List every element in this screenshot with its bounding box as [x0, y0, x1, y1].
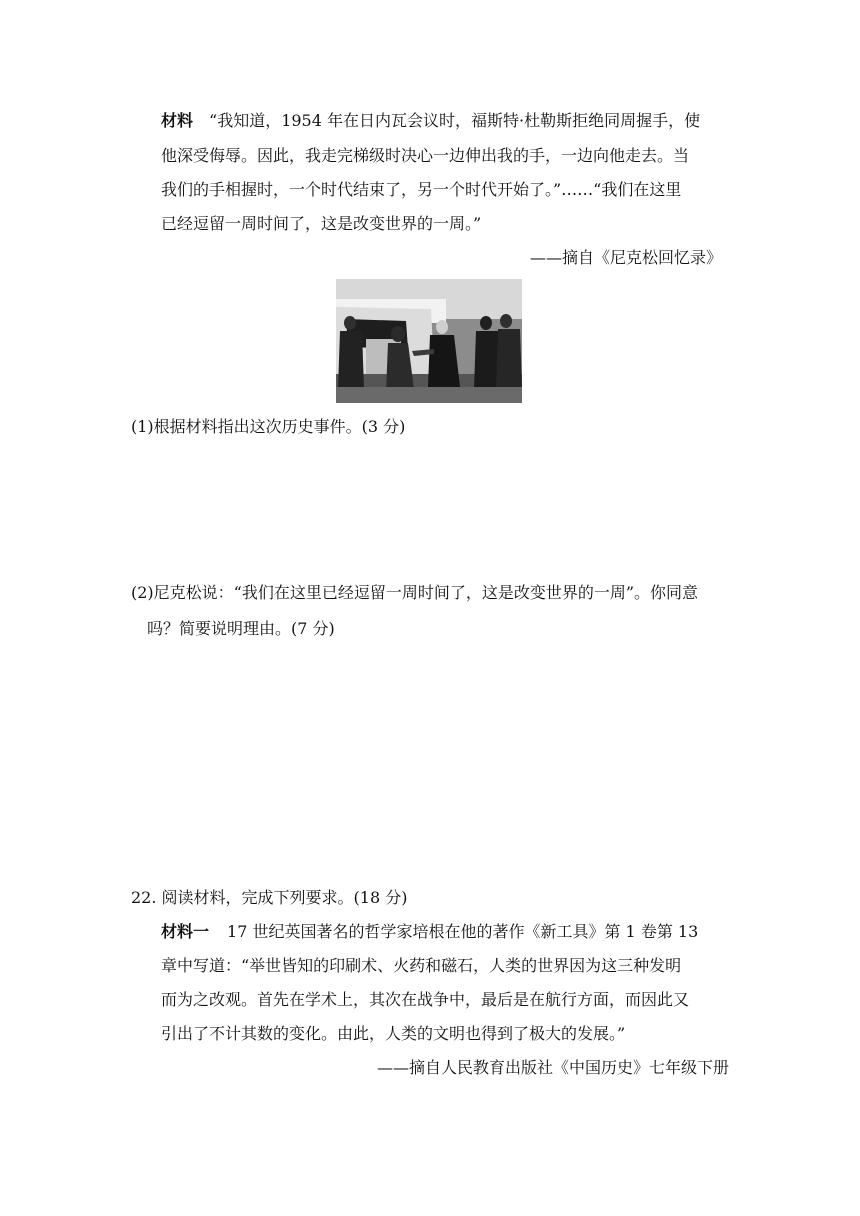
material-quote-line-4: 已经逗留一周时间了，这是改变世界的一周。” — [161, 214, 482, 233]
q22-source: ——摘自人民教育出版社《中国历史》七年级下册 — [376, 1058, 729, 1077]
q22-material-text-1: 17 世纪英国著名的哲学家培根在他的著作《新工具》第 1 卷第 13 — [227, 922, 699, 941]
question-2-line-1: (2)尼克松说：“我们在这里已经逗留一周时间了，这是改变世界的一周”。你同意 — [131, 583, 699, 602]
q22-material-line-1 — [161, 922, 698, 942]
q22-material-label: 材料一 — [161, 922, 210, 941]
material-quote-line-1 — [161, 111, 700, 131]
handshake-photo-icon — [336, 279, 522, 403]
question-1: (1)根据材料指出这次历史事件。(3 分) — [131, 417, 406, 436]
material-quote-line-2: 他深受侮辱。因此，我走完梯级时决心一边伸出我的手，一边向他走去。当 — [161, 146, 690, 165]
question-2-line-2: 吗？简要说明理由。(7 分) — [147, 619, 335, 638]
q22-material-line-4: 引出了不计其数的变化。由此，人类的文明也得到了极大的发展。” — [161, 1024, 626, 1043]
material-quote-line-3: 我们的手相握时，一个时代结束了，另一个时代开始了。”……“我们在这里 — [161, 180, 682, 199]
material-quote-text-1: “我知道，1954 年在日内瓦会议时，福斯特·杜勒斯拒绝同周握手，使 — [209, 111, 701, 130]
material-label: 材料 — [161, 111, 194, 130]
material-source: ——摘自《尼克松回忆录》 — [529, 248, 722, 267]
q22-material-line-3: 而为之改观。首先在学术上，其次在战争中，最后是在航行方面，而因此又 — [161, 990, 690, 1009]
q22-material-line-2: 章中写道：“举世皆知的印刷术、火药和磁石，人类的世界因为这三种发明 — [161, 956, 682, 975]
question-22-header: 22. 阅读材料，完成下列要求。(18 分) — [131, 888, 408, 907]
handshake-photo — [336, 279, 522, 403]
